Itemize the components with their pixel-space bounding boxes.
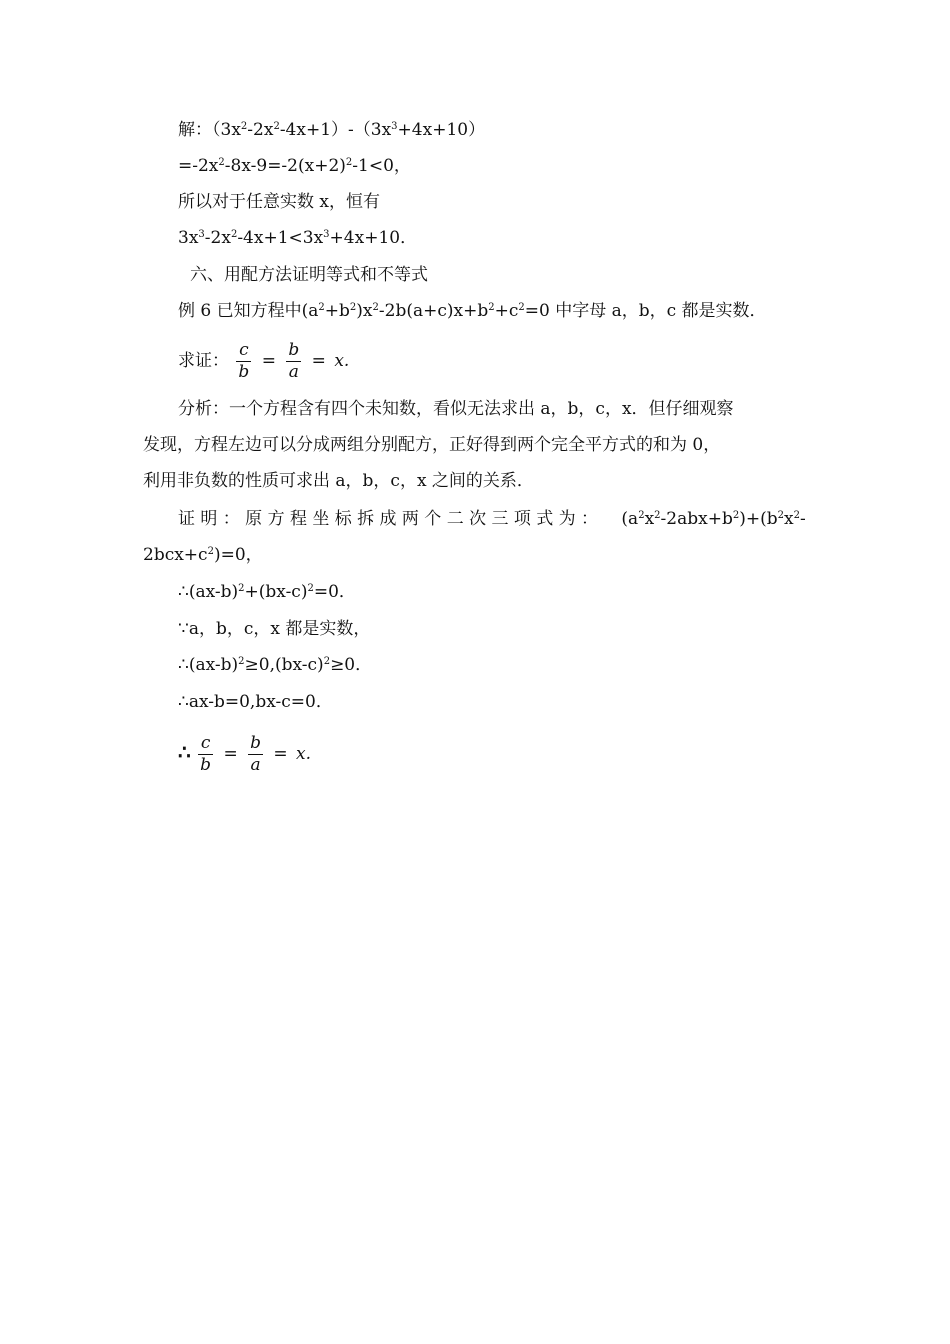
line-because-real	[0, 611, 950, 647]
text-real-x: 所以对于任意实数 x，恒有	[178, 192, 380, 212]
line-conclusion	[0, 726, 950, 778]
line-simplification	[0, 148, 950, 184]
proof-char: 证	[178, 509, 195, 529]
equals-sign: =	[311, 351, 326, 371]
because-real-text: ∵a，b，c，x 都是实数，	[178, 619, 371, 639]
proof-char: 式	[536, 509, 554, 529]
proof-expression-continued: $2bcx+c^2)=0$，	[143, 545, 263, 565]
section-title: 六、用配方法证明等式和不等式	[190, 265, 428, 285]
fraction-denominator: a	[250, 755, 261, 775]
fraction-b-over-a	[248, 733, 263, 776]
proof-char: 原	[245, 509, 263, 529]
line-nonnegative	[0, 647, 950, 683]
line-analysis-1	[0, 391, 950, 427]
qiuzheng-label: 求证：	[178, 351, 229, 371]
proof-char: 为	[558, 509, 576, 529]
proof-char: ：	[222, 509, 240, 529]
sum-of-squares: $\therefore(ax-b)^2+(bx-c)^2=0$．	[178, 582, 356, 602]
proof-char: 二	[446, 509, 464, 529]
proof-char: 两	[401, 509, 419, 529]
rhs-x: x.	[296, 744, 312, 764]
proof-char: ：	[581, 509, 599, 529]
line-qiuzheng	[0, 336, 950, 386]
proof-char: 明	[200, 509, 218, 529]
analysis-text-3: 利用非负数的性质可求出 a，b，c，x 之间的关系．	[143, 471, 534, 491]
fraction-denominator: a	[288, 362, 299, 382]
proof-char: 坐	[312, 509, 330, 529]
line-zero-terms	[0, 684, 950, 720]
line-therefore-real	[0, 184, 950, 220]
therefore-symbol: ∴	[178, 740, 191, 764]
equals-sign: =	[261, 351, 276, 371]
proof-char: 方	[267, 509, 285, 529]
solution-expression: 解：$(3x^2-2x^2-4x+1)-(3x^3+4x+10)$	[178, 120, 486, 140]
proof-char: 三	[491, 509, 509, 529]
fraction-numerator: c	[236, 340, 251, 362]
line-inequality-result	[0, 220, 950, 256]
proof-char: 成	[379, 509, 397, 529]
fraction-numerator: b	[288, 340, 300, 360]
line-example-6	[0, 293, 950, 329]
line-solution-start	[0, 112, 950, 148]
equals-sign: =	[223, 744, 238, 764]
fraction-numerator: c	[198, 733, 213, 755]
zero-terms-text: ∴ax-b=0,bx-c=0．	[178, 692, 333, 712]
simplification-expression: $=-2x^2-8x-9=-2(x+2)^2-1<0$，	[178, 156, 411, 176]
proof-expression: $(a^2x^2-2abx+b^2)+(b^2x^2-$	[621, 509, 806, 529]
fraction-c-over-b	[236, 340, 251, 383]
proof-char: 拆	[357, 509, 375, 529]
proof-char: 标	[334, 509, 352, 529]
line-proof-start	[178, 501, 806, 537]
fraction-denominator: b	[238, 362, 250, 382]
proof-char: 项	[513, 509, 531, 529]
analysis-text-1: 分析：一个方程含有四个未知数，看似无法求出 a，b，c，x．但仔细观察	[178, 399, 734, 419]
fraction-b-over-a	[286, 340, 301, 383]
line-sum-of-squares	[0, 574, 950, 610]
line-proof-continued	[0, 537, 950, 573]
nonnegative-text: $\therefore(ax-b)^2\ge 0,(bx-c)^2\ge 0$．	[178, 655, 373, 675]
analysis-text-2: 发现，方程左边可以分成两组分别配方，正好得到两个完全平方式的和为 0，	[143, 435, 721, 455]
proof-char: 次	[469, 509, 487, 529]
proof-char: 程	[289, 509, 307, 529]
line-analysis-2	[0, 427, 950, 463]
line-analysis-3	[0, 463, 950, 499]
section-heading-6	[0, 257, 950, 293]
fraction-numerator: b	[250, 733, 261, 753]
example-6-text: 例 6 已知方程中$(a^2+b^2)x^2-2b(a+c)x+b^2+c^2=0$ 中字母 a，b，c 都是实数．	[178, 301, 767, 321]
fraction-c-over-b	[198, 733, 213, 776]
fraction-denominator: b	[200, 755, 212, 775]
rhs-x: x.	[334, 351, 350, 371]
proof-char: 个	[424, 509, 442, 529]
equals-sign: =	[273, 744, 288, 764]
inequality-result: $3x^3-2x^2-4x+1<3x^3+4x+10$．	[178, 228, 418, 248]
